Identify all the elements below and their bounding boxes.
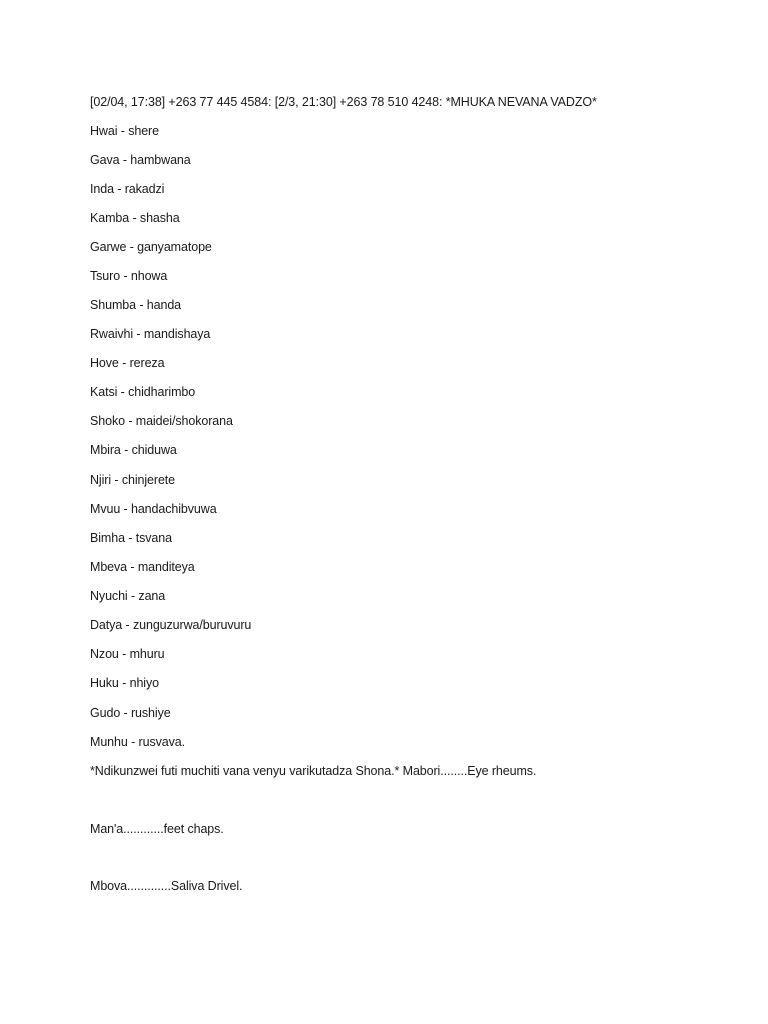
list-item: Gudo - rushiye [90,706,171,720]
list-item: Hwai - shere [90,124,159,138]
list-item: Njiri - chinjerete [90,473,176,487]
list-item: Mbira - chiduwa [90,443,177,457]
closing-note: *Ndikunzwei futi muchiti vana venyu varikutadza Shona.* Mabori........Eye rheums. [90,764,537,778]
list-item: Nzou - mhuru [90,647,165,661]
list-item: Shoko - maidei/shokorana [90,414,233,428]
list-item: Hove - rereza [90,356,165,370]
list-item: Nyuchi - zana [90,589,166,603]
list-item: Shumba - handa [90,298,182,312]
list-item: Kamba - shasha [90,211,180,225]
list-item: Mbeva - manditeya [90,560,195,574]
list-item: Mvuu - handachibvuwa [90,502,217,516]
list-item: Gava - hambwana [90,153,191,167]
list-item: Rwaivhi - mandishaya [90,327,211,341]
list-item: Man'a............feet chaps. [90,822,224,836]
list-item: Mbova.............Saliva Drivel. [90,879,243,893]
list-item: Tsuro - nhowa [90,269,168,283]
list-item: Huku - nhiyo [90,676,159,690]
list-item: Katsi - chidharimbo [90,385,196,399]
list-item: Garwe - ganyamatope [90,240,212,254]
list-item: Bimha - tsvana [90,531,172,545]
list-item: Datya - zunguzurwa/buruvuru [90,618,252,632]
list-item: Inda - rakadzi [90,182,165,196]
message-header: [02/04, 17:38] +263 77 445 4584: [2/3, 21:30] +263 78 510 4248: *MHUKA NEVANA VADZO* [90,95,597,109]
list-item: Munhu - rusvava. [90,735,185,749]
